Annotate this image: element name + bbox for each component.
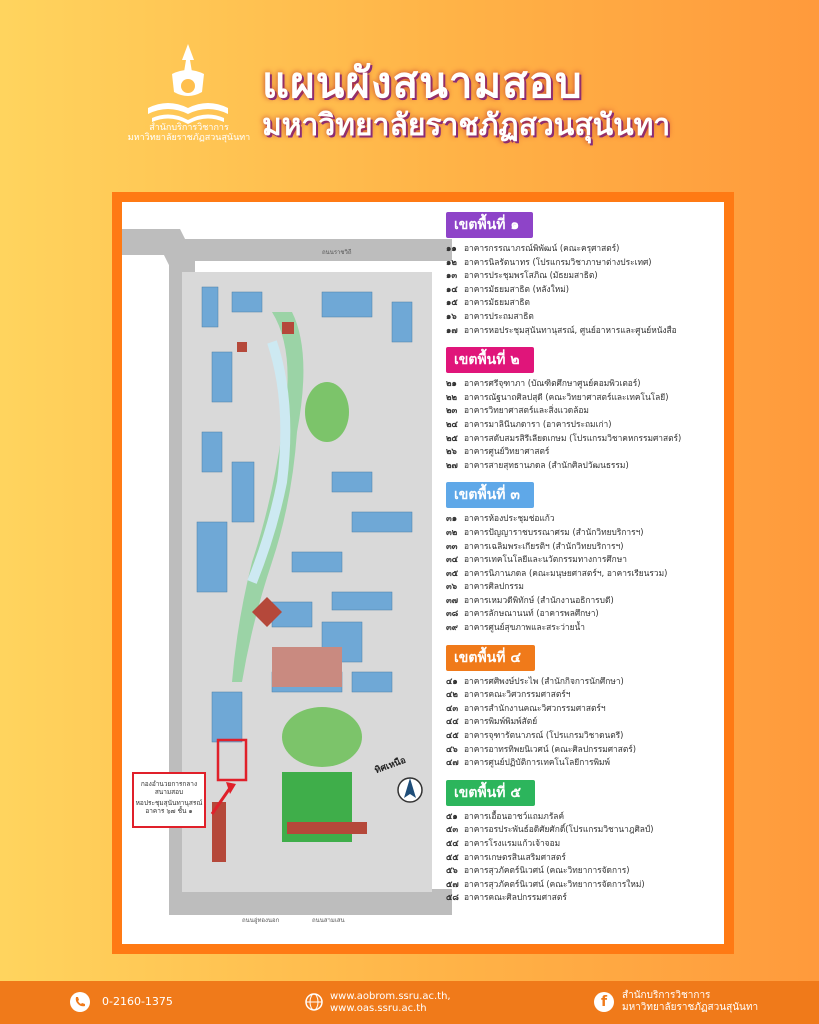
building-number: ๑๗ — [446, 324, 458, 335]
building-number: ๕๘ — [446, 892, 459, 903]
zone-section — [446, 645, 724, 770]
building-name: อาคารห้องประชุมช่อแก้ว — [464, 513, 555, 524]
zone-section — [446, 780, 724, 905]
building-list — [446, 377, 724, 472]
phone-icon — [70, 992, 90, 1012]
building-name: อาคารศูนย์วิทยาศาสตร์ — [464, 446, 550, 457]
building-name: อาคารมาลินีนภดารา (อาคารประถมเก่า) — [464, 418, 612, 429]
building-name: อาคารปัญญาราชบรรณาศรม (สำนักวิทยบริการฯ) — [464, 526, 644, 537]
building-item — [446, 810, 724, 824]
building-name: อาคารวิทยาศาสตร์และสิ่งแวดล้อม — [464, 405, 589, 416]
building-item — [446, 540, 724, 554]
building-number: ๓๘ — [446, 608, 459, 619]
building-item — [446, 864, 724, 878]
building-name: อาคารศูนย์สุขภาพและสระว่ายน้ำ — [464, 622, 585, 633]
north-label: ทิศเหนือ — [373, 755, 408, 777]
building-name: อาคารเกษตรสินเสริมศาสตร์ — [464, 851, 566, 862]
page-subtitle: มหาวิทยาลัยราชภัฏสวนสุนันทา — [262, 108, 671, 143]
building-list — [446, 242, 724, 337]
building-name: อาคารคณะวิศวกรรมศาสตร์ฯ — [464, 689, 571, 700]
building-item — [446, 324, 724, 338]
zone-legend — [446, 212, 724, 915]
building-name: อาคารเฉลิมพระเกียรติฯ (สำนักวิทยบริการฯ) — [464, 540, 624, 551]
building-name: อาคารโรงแรมแก้วเจ้าจอม — [464, 838, 561, 848]
building-number: ๒๓ — [446, 405, 458, 416]
building-number: ๒๔ — [446, 418, 458, 429]
building-name: อาคารหอประชุมสุนันทานุสรณ์, ศูนย์อาหารและศูนย์หนังสือ — [464, 324, 677, 335]
svg-text:ถนนอู่ทองนอก: ถนนอู่ทองนอก — [242, 917, 280, 924]
phone-number[interactable]: 0-2160-1375 — [102, 995, 173, 1008]
building-number: ๓๓ — [446, 540, 458, 551]
building-item — [446, 580, 724, 594]
building-name: อาคารสดับสมรสิรีเลียดเกษม (โปรแกรมวิชาคหกรรมศาสตร์) — [464, 432, 682, 443]
building-name: อาคารศรีจุฑาภา (บัณฑิตศึกษาศูนย์คอมพิวเตอร์) — [464, 378, 641, 389]
building-item — [446, 851, 724, 865]
building-number: ๕๗ — [446, 878, 459, 889]
building-name: อาคารประชุมพรโสภิณ (มัธยมสาธิต) — [464, 270, 598, 281]
building-item — [446, 377, 724, 391]
map-frame — [112, 192, 734, 954]
building-number: ๕๕ — [446, 851, 459, 862]
building-item — [446, 715, 724, 729]
building-name: อาคารณัฐนาถศิลปสุดี (คณะวิทยาศาสตร์และเทคโนโลยี) — [464, 391, 669, 402]
footer — [0, 981, 819, 1024]
building-name: อาคารสายสุทธานภดล (สำนักศิลปวัฒนธรรม) — [464, 459, 629, 470]
building-item — [446, 283, 724, 297]
building-number: ๑๖ — [446, 310, 457, 321]
building-number: ๒๗ — [446, 459, 458, 470]
building-number: ๔๗ — [446, 757, 459, 768]
building-name: อาคารศศิพงษ์ประไพ (สำนักกิจการนักศึกษา) — [464, 675, 624, 686]
building-item — [446, 459, 724, 473]
building-name: อาคารกรรณาภรณ์พิพัฒน์ (คณะครุศาสตร์) — [464, 243, 620, 253]
building-list — [446, 675, 724, 770]
building-number: ๔๒ — [446, 689, 458, 700]
building-name: อาคารคณะศิลปกรรมศาสตร์ — [464, 892, 567, 903]
building-number: ๔๕ — [446, 730, 459, 741]
building-item — [446, 729, 724, 743]
building-name: อาคารมัธยมสาธิต — [464, 297, 530, 308]
building-item — [446, 837, 724, 851]
building-name: อาคารอาทรทิพยนิเวศน์ (คณะศิลปกรรมศาสตร์) — [464, 743, 637, 754]
page-title: แผนผังสนามสอบ — [262, 58, 583, 107]
building-name: อาคารอรประพันธ์อดิศัยศักดิ์(โปรแกรมวิชานาฎศิลป์) — [464, 824, 654, 835]
building-item — [446, 878, 724, 892]
zone-label: เขตพื้นที่ ๓ — [446, 482, 534, 508]
website-links[interactable]: www.aobrom.ssru.ac.th, www.oas.ssru.ac.th — [330, 991, 451, 1014]
building-number: ๑๑ — [446, 243, 457, 253]
building-name: อาคารมัธยมสาธิต (หลังใหม่) — [464, 283, 570, 294]
building-number: ๒๒ — [446, 391, 458, 402]
building-item — [446, 256, 724, 270]
building-name: อาคารนิภานภดล (คณะมนุษยศาสตร์ฯ, อาคารเรียนรวม) — [464, 567, 668, 578]
svg-text:ถนนสามเสน: ถนนสามเสน — [312, 917, 345, 924]
building-name: อาคารจุฑารัตนาภรณ์ (โปรแกรมวิชาดนตรี) — [464, 730, 624, 741]
building-name: อาคารศูนย์ปฏิบัติการเทคโนโลยีการพิมพ์ — [464, 757, 611, 768]
building-item — [446, 512, 724, 526]
building-item — [446, 526, 724, 540]
building-number: ๕๔ — [446, 838, 459, 848]
building-number: ๕๖ — [446, 865, 458, 876]
building-item — [446, 269, 724, 283]
building-name: อาคารสุวภัคตร์นิเวศน์ (คณะวิทยาการจัดการใหม่) — [464, 878, 645, 889]
building-item — [446, 404, 724, 418]
building-item — [446, 432, 724, 446]
zone-section — [446, 482, 724, 634]
building-number: ๕๓ — [446, 824, 459, 835]
building-name: อาคารเหมวดีพิทักษ์ (สำนักงานอธิการบดี) — [464, 594, 614, 605]
building-item — [446, 756, 724, 770]
building-item — [446, 594, 724, 608]
svg-text:ถนนราชวิถี: ถนนราชวิถี — [322, 249, 352, 256]
building-name: อาคารประถมสาธิต — [464, 310, 534, 321]
building-item — [446, 418, 724, 432]
building-number: ๒๖ — [446, 446, 457, 457]
building-number: ๓๗ — [446, 594, 459, 605]
building-item — [446, 891, 724, 905]
facebook-icon: f — [594, 992, 614, 1012]
facebook-page[interactable]: สำนักบริการวิชาการ มหาวิทยาลัยราชภัฏสวนสุนันทา — [622, 990, 759, 1013]
building-number: ๔๔ — [446, 716, 459, 727]
building-number: ๕๑ — [446, 810, 458, 821]
building-name: อาคารศิลปกรรม — [464, 581, 524, 592]
building-number: ๓๑ — [446, 513, 458, 524]
central-office-callout: กองอำนวยการกลาง สนามสอบ หอประชุมสุนันทานุสรณ์ อาคาร ๖๗ ชั้น ๑ — [132, 772, 206, 828]
building-item — [446, 823, 724, 837]
building-number: ๔๖ — [446, 743, 458, 754]
building-number: ๓๙ — [446, 622, 458, 633]
building-item — [446, 621, 724, 635]
building-number: ๑๓ — [446, 270, 458, 281]
building-number: ๒๕ — [446, 432, 458, 443]
building-item — [446, 688, 724, 702]
building-name: อาคารสุวภัคตร์นิเวศน์ (คณะวิทยาการจัดการ) — [464, 865, 630, 876]
building-number: ๓๒ — [446, 526, 458, 537]
building-name: อาคารสำนักงานคณะวิศวกรรมศาสตร์ฯ — [464, 702, 606, 713]
globe-icon — [304, 992, 324, 1012]
zone-label: เขตพื้นที่ ๕ — [446, 780, 535, 806]
building-number: ๓๔ — [446, 554, 459, 565]
building-item — [446, 296, 724, 310]
zone-label: เขตพื้นที่ ๔ — [446, 645, 535, 671]
building-item — [446, 445, 724, 459]
building-item — [446, 675, 724, 689]
building-number: ๔๓ — [446, 702, 459, 713]
building-number: ๓๖ — [446, 581, 458, 592]
building-list — [446, 512, 724, 634]
building-number: ๑๔ — [446, 283, 458, 294]
zone-section — [446, 347, 724, 472]
building-name: อาคารลักษณานนท์ (อาคารพลศึกษา) — [464, 608, 599, 619]
building-item — [446, 743, 724, 757]
zone-label: เขตพื้นที่ ๒ — [446, 347, 534, 373]
building-name: อาคารเอื้อนอาชว์แถมภรัลค์ — [464, 810, 565, 821]
building-item — [446, 702, 724, 716]
building-number: ๑๒ — [446, 256, 457, 267]
building-item — [446, 567, 724, 581]
building-item — [446, 391, 724, 405]
building-item — [446, 553, 724, 567]
building-name: อาคารเทคโนโลยีและนวัตกรรมทางการศึกษา — [464, 554, 627, 565]
building-number: ๒๑ — [446, 378, 457, 389]
zone-label: เขตพื้นที่ ๑ — [446, 212, 533, 238]
building-name: อาคารพิมพ์พิมพ์สัตย์ — [464, 716, 538, 727]
logo-caption: สำนักบริการวิชาการ มหาวิทยาลัยราชภัฏสวนสุนันทา — [127, 123, 251, 143]
building-number: ๓๕ — [446, 567, 459, 578]
building-name: อาคารนิลรัตนาทร (โปรแกรมวิชาภาษาต่างประเทศ) — [464, 256, 652, 267]
campus-map — [122, 202, 452, 944]
building-number: ๑๕ — [446, 297, 458, 308]
zone-section — [446, 212, 724, 337]
building-item — [446, 607, 724, 621]
building-number: ๔๑ — [446, 675, 458, 686]
building-item — [446, 310, 724, 324]
building-item — [446, 242, 724, 256]
building-list — [446, 810, 724, 905]
